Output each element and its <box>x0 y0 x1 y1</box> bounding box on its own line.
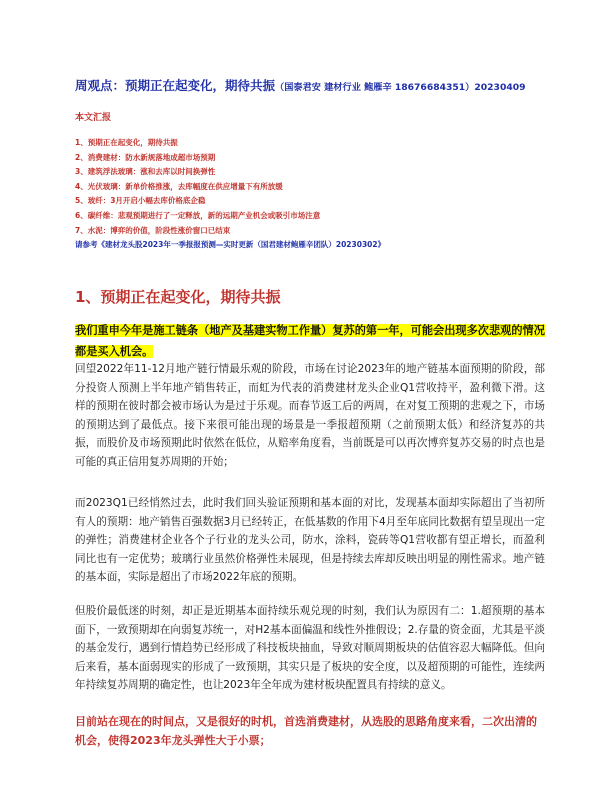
highlighted-statement <box>75 320 545 362</box>
body-paragraph: 但股价最低迷的时刻，却正是近期基本面持续乐观兑现的时刻，我们认为原因有二：1.超预期的基本面下，一致预期却在向弱复苏统一，对H2基本面偏温和线性外推假设；2.存量的资金面，尤其是平淡的基金发行，遇到行情趋势已经形成了科技板块抽血，导致对顺周期板块的估值容忍大幅降低。但向后来看，基本面弱现实的形成了一致预期，其实只是了板块的安全度，以及超预期的可能性，连续两年持续复苏周期的确定性，也让2023年全年成为建材板块配置具有持续的意义。 <box>75 605 545 692</box>
title-text: 周观点：预期正在起变化，期待共振 <box>75 78 276 93</box>
toc-item: 3、建筑浮法玻璃：涨和去库以时间换弹性 <box>75 167 216 177</box>
body-paragraph: 而2023Q1已经悄然过去，此时我们回头验证预期和基本面的对比，发现基本面却实际超出了当初所有人的预期：地产销售百强数据3月已经转正，在低基数的作用下4月至年底同比数据有望呈现出一定的弹性；消费建材企业各个子行业的龙头公司，防水，涂料，瓷砖等Q1营收都有望正增长，而盈利同比也有一定优势；玻璃行业虽然价格弹性未展现，但是持续去库却反映出明显的刚性需求。地产链的基本面，实际是超出了市场2022年底的预期。 <box>75 497 545 584</box>
toc-item: 6、碳纤维：悲观预期进行了一定释放，新的远期产业机会或吸引市场注意 <box>75 210 321 220</box>
body-paragraph: 回望2022年11-12月地产链行情最乐观的阶段，市场在讨论2023年的地产链基本面预期的阶段，部分投资人预测上半年地产销售转正，而虹为代表的消费建材龙头企业Q1营收持平，盈利微下滑。这样的预期在彼时都会被市场认为是过于乐观。而春节返工后的两周，在对复工预期的悲观之下，市场的预期达到了最低点。接下来很可能出现的场景是一季报超预期（之前预期太低）和经济复苏的共振，而股价及市场预期此时依然在低位，从赔率角度看，当前既是可以再次博弈复苏交易的时点也是可能的真正信用复苏周期的开始； <box>75 363 545 468</box>
highlight-text: 我们重申今年是施工链条（地产及基建实物工作量）复苏的第一年，可能会出现多次悲观的情况都是买入机会。 <box>75 324 545 358</box>
toc-item: 4、光伏玻璃：新单价格推涨，去库幅度在供应增量下有所放缓 <box>75 181 283 191</box>
title-meta: （国泰君安 建材行业 鲍雁辛 18676684351）20230409 <box>275 82 526 93</box>
toc-reference: 请参考《建材龙头股2023年一季报报预测—实时更新（国君建材鲍雁辛团队）20230302》 <box>75 240 386 250</box>
toc-item: 5、玻纤：3月开启小幅去库价格底企稳 <box>75 196 206 206</box>
toc-item: 7、水泥：博弈的价值，阶段性涨价窗口已结束 <box>75 225 231 235</box>
toc-item: 1、预期正在起变化，期待共振 <box>75 138 178 147</box>
section-heading: 1、预期正在起变化，期待共振 <box>75 288 281 306</box>
toc-item: 2、消费建材：防水新规落地成超市场预期 <box>75 152 216 162</box>
summary-label: 本文汇报 <box>75 113 112 123</box>
table-of-contents <box>75 136 555 253</box>
closing-statement: 目前站在现在的时间点，又是很好的时机，首选消费建材，从选股的思路角度来看，二次出清的机会，使得2023年龙头弹性大于小票； <box>75 715 537 747</box>
document-title <box>75 76 585 94</box>
